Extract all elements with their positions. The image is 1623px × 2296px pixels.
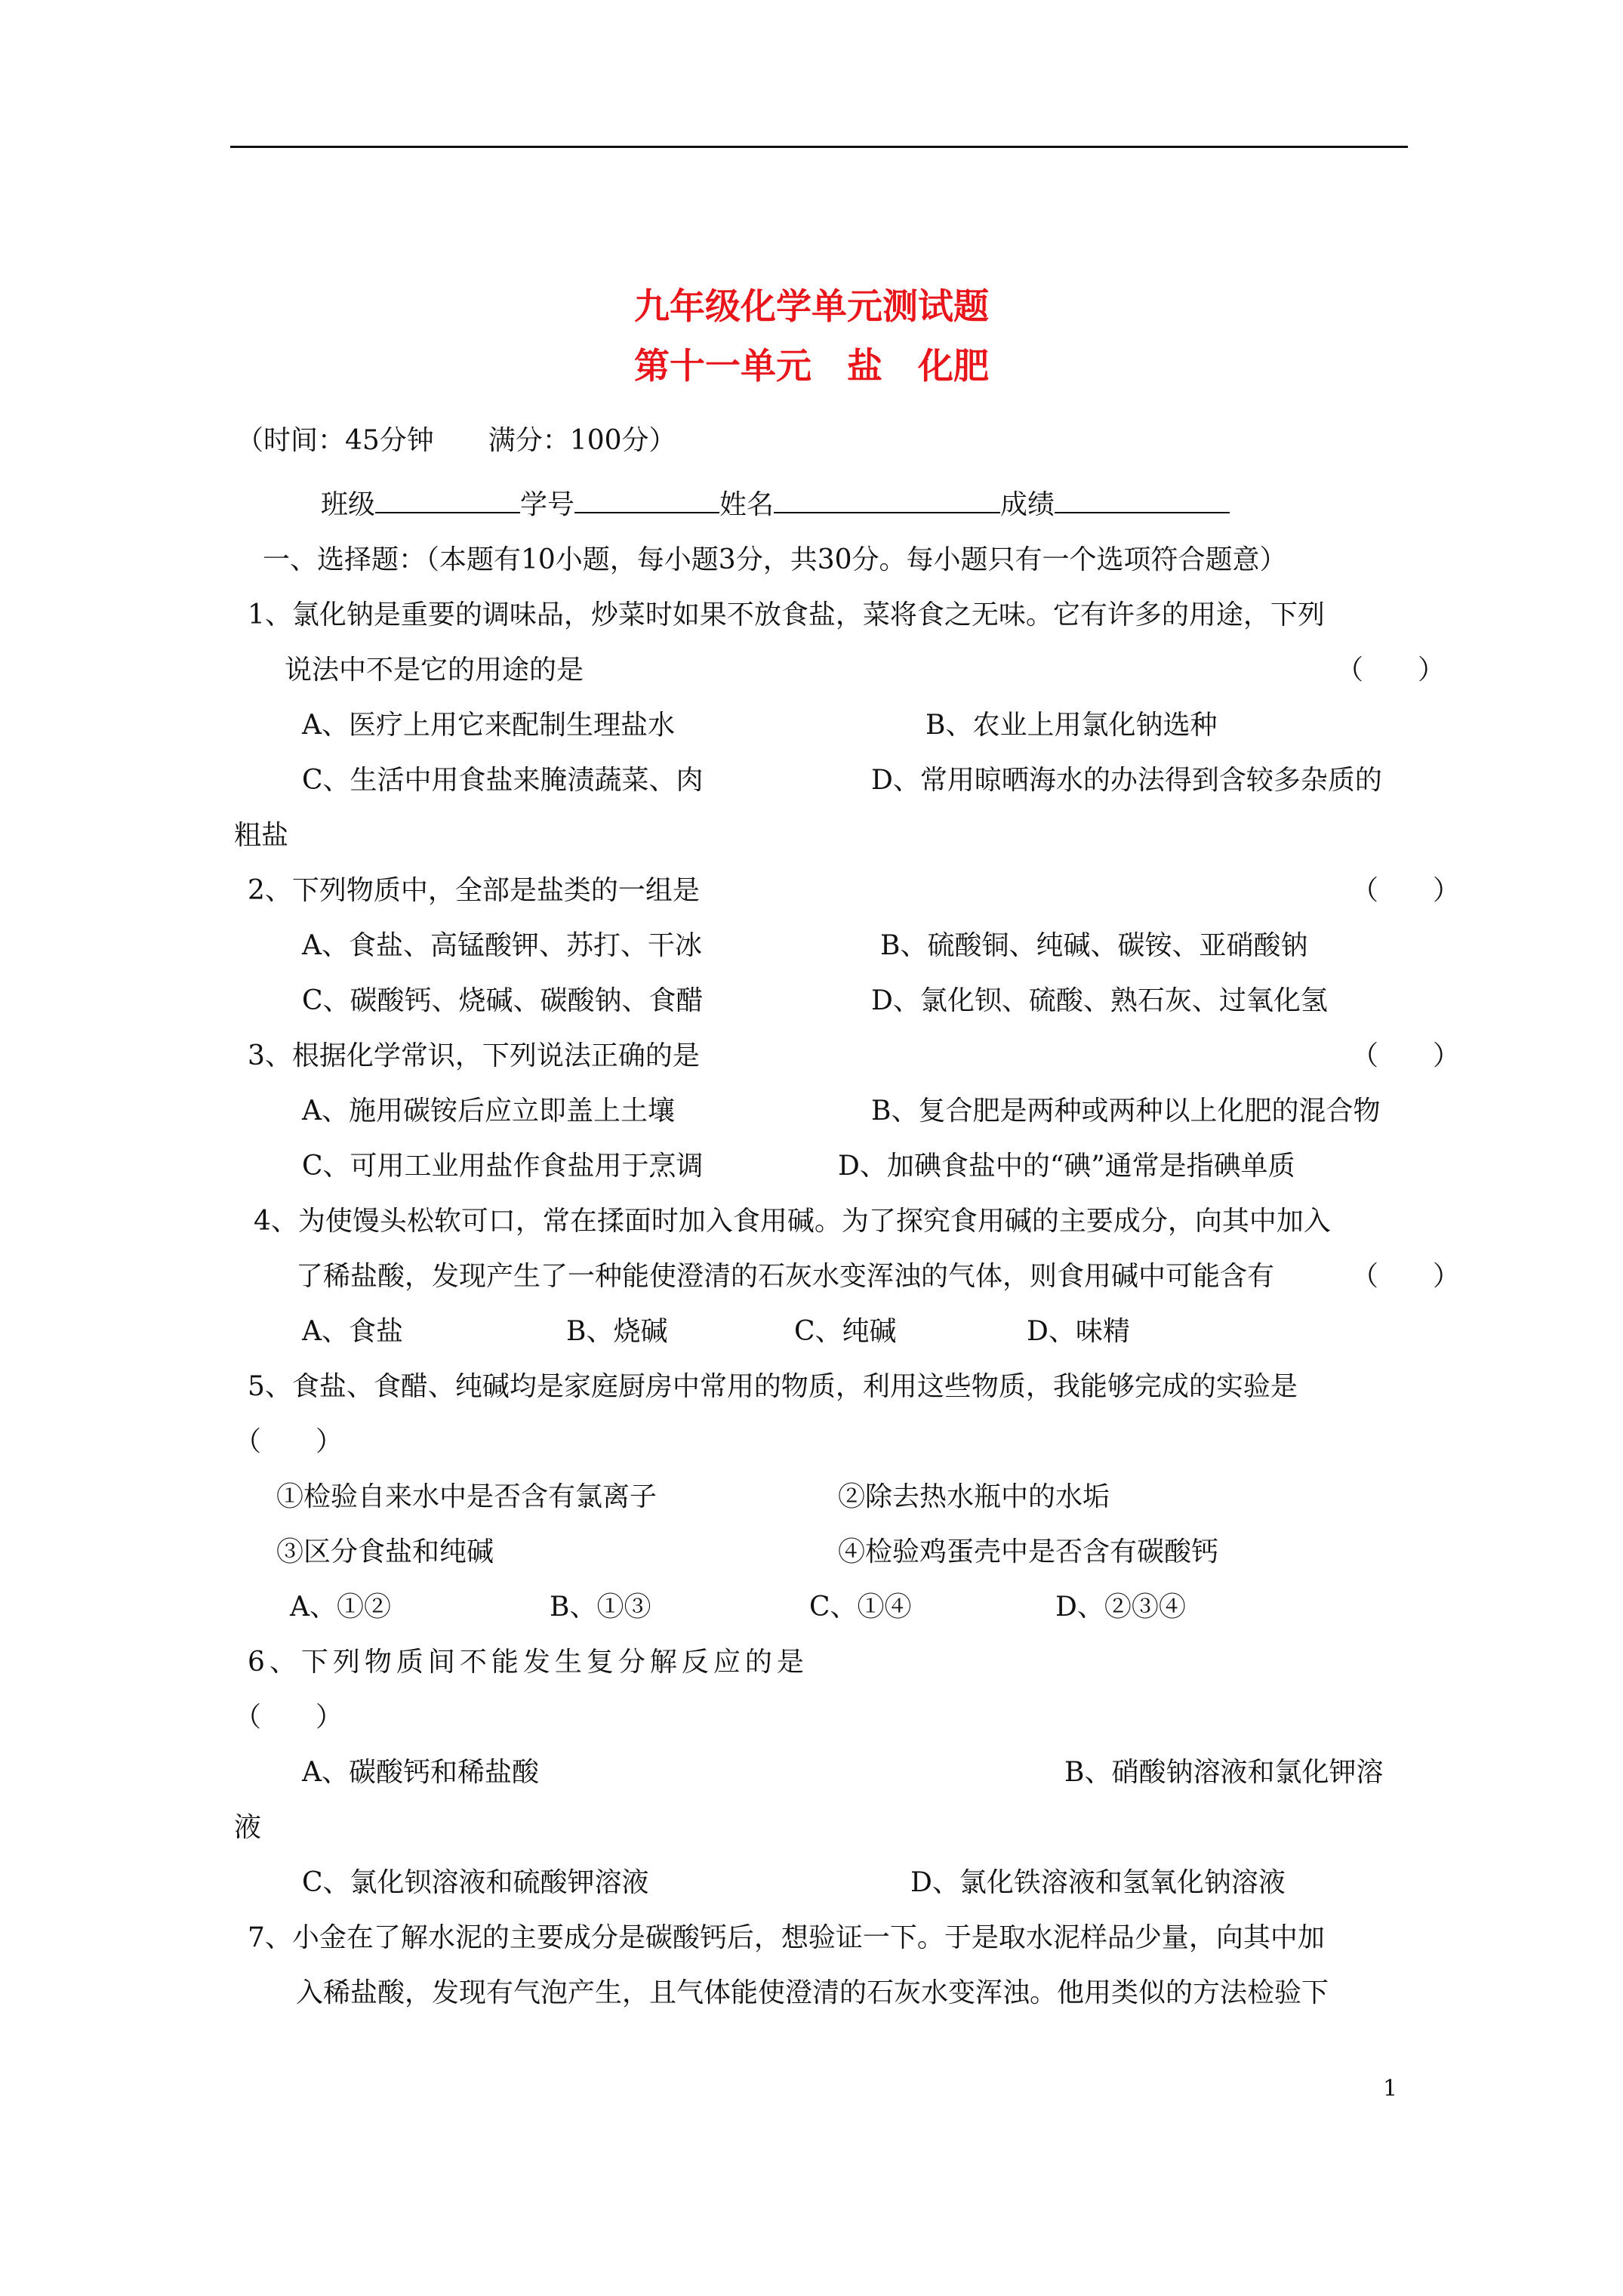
q2-option-b: B、硫酸铜、纯碱、碳铵、亚硝酸钠 [880, 930, 1308, 961]
header-rule [230, 146, 1408, 148]
exam-info: （时间：45分钟 满分：100分） [236, 425, 676, 456]
page-title: 九年级化学单元测试题 [634, 286, 989, 328]
student-info-row [321, 489, 1230, 519]
q5-statement-3: ③区分食盐和纯碱 [276, 1536, 494, 1567]
q4-option-c: C、纯碱 [794, 1316, 897, 1347]
student-id-label: 学号 [520, 489, 575, 520]
q6-stem: 6、下列物质间不能发生复分解反应的是 [248, 1647, 808, 1678]
section1-heading: 一、选择题：（本题有10小题，每小题3分，共30分。每小题只有一个选项符合题意） [263, 544, 1287, 575]
page-number: 1 [1383, 2076, 1398, 2102]
q5-statement-2: ②除去热水瓶中的水垢 [838, 1481, 1110, 1512]
q3-option-c: C、可用工业用盐作食盐用于烹调 [302, 1151, 704, 1182]
student-id-blank [574, 489, 719, 513]
q3-option-d: D、加碘食盐中的“碘”通常是指碘单质 [838, 1151, 1295, 1182]
q1-line2: 说法中不是它的用途的是 [285, 655, 584, 686]
q4-option-d: D、味精 [1027, 1316, 1130, 1347]
q3-stem: 3、根据化学常识，下列说法正确的是 [248, 1040, 700, 1071]
q3-option-a: A、施用碳铵后应立即盖上土壤 [302, 1096, 675, 1126]
q2-option-d: D、氯化钡、硫酸、熟石灰、过氧化氢 [871, 985, 1328, 1016]
q4-line2: 了稀盐酸，发现产生了一种能使澄清的石灰水变浑浊的气体，则食用碱中可能含有 [296, 1261, 1275, 1292]
score-blank [1055, 489, 1230, 513]
q6-option-c: C、氯化钡溶液和硫酸钾溶液 [302, 1867, 649, 1898]
q5-line1: 5、食盐、食醋、纯碱均是家庭厨房中常用的物质，利用这些物质，我能够完成的实验是 [248, 1371, 1298, 1402]
class-blank [375, 489, 520, 513]
q1-option-c: C、生活中用食盐来腌渍蔬菜、肉 [302, 765, 704, 796]
q2-stem: 2、下列物质中，全部是盐类的一组是 [248, 875, 700, 906]
q5-statement-1: ①检验自来水中是否含有氯离子 [276, 1481, 658, 1512]
q1-option-b: B、农业上用氯化钠选种 [925, 710, 1218, 741]
q2-answer-paren: （ ） [1351, 875, 1461, 906]
q1-option-d: D、常用晾晒海水的办法得到含较多杂质的 [871, 765, 1382, 796]
q4-answer-paren: （ ） [1351, 1261, 1461, 1292]
q2-option-c: C、碳酸钙、烧碱、碳酸钠、食醋 [302, 985, 704, 1016]
q5-answer-paren: （ ） [234, 1426, 343, 1457]
q6-option-b: B、硝酸钠溶液和氯化钾溶 [1064, 1757, 1384, 1788]
q6-answer-paren: （ ） [234, 1702, 343, 1733]
q7-line2: 入稀盐酸，发现有气泡产生，且气体能使澄清的石灰水变浑浊。他用类似的方法检验下 [296, 1977, 1329, 2008]
score-label: 成绩 [1000, 489, 1055, 520]
name-label: 姓名 [719, 489, 775, 520]
q6-option-a: A、碳酸钙和稀盐酸 [302, 1757, 539, 1788]
q6-option-d: D、氯化铁溶液和氢氧化钠溶液 [910, 1867, 1286, 1898]
q7-line1: 7、小金在了解水泥的主要成分是碳酸钙后，想验证一下。于是取水泥样品少量，向其中加 [248, 1922, 1325, 1953]
q1-answer-paren: （ ） [1336, 655, 1446, 686]
q1-option-d-continued: 粗盐 [234, 820, 289, 851]
q6-option-b-continued: 液 [234, 1812, 262, 1843]
q2-option-a: A、食盐、高锰酸钾、苏打、干冰 [302, 930, 702, 961]
q1-line1: 1、氯化钠是重要的调味品，炒菜时如果不放食盐，菜将食之无味。它有许多的用途，下列 [248, 599, 1325, 630]
q5-option-a: A、①② [290, 1592, 391, 1623]
q3-answer-paren: （ ） [1351, 1040, 1461, 1071]
q4-option-b: B、烧碱 [566, 1316, 668, 1347]
q1-option-a: A、医疗上用它来配制生理盐水 [302, 710, 675, 741]
q5-option-c: C、①④ [809, 1592, 912, 1623]
q4-line1: 4、为使馒头松软可口，常在揉面时加入食用碱。为了探究食用碱的主要成分，向其中加入 [254, 1206, 1331, 1237]
q5-statement-4: ④检验鸡蛋壳中是否含有碳酸钙 [838, 1536, 1219, 1567]
q4-option-a: A、食盐 [302, 1316, 403, 1347]
q5-option-b: B、①③ [550, 1592, 651, 1623]
q3-option-b: B、复合肥是两种或两种以上化肥的混合物 [871, 1096, 1381, 1126]
page-subtitle: 第十一单元 盐 化肥 [634, 346, 989, 387]
q5-option-d: D、②③④ [1055, 1592, 1186, 1623]
name-blank [774, 489, 1000, 513]
class-label: 班级 [321, 489, 376, 520]
